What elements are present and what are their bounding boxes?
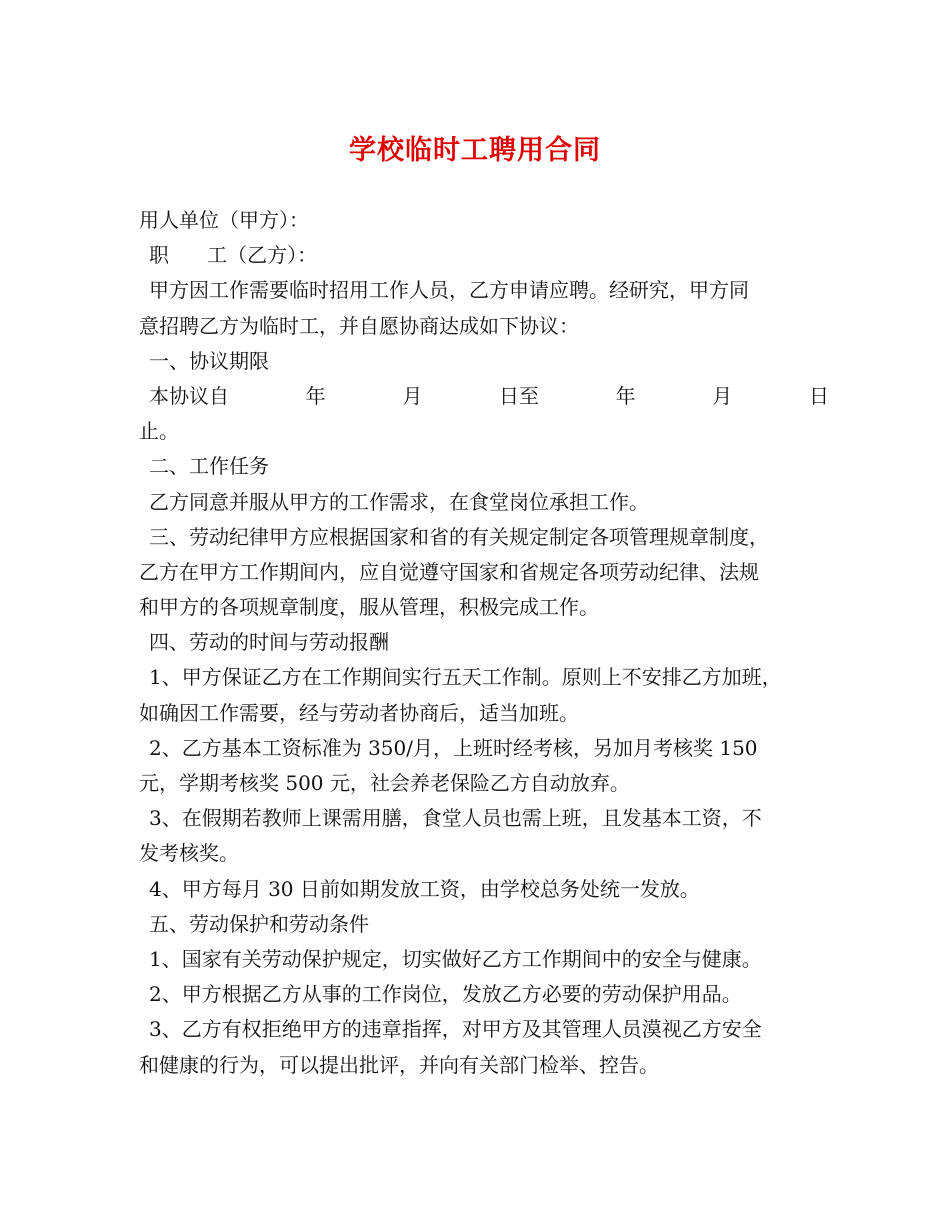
intro-line-1: 甲方因工作需要临时招用工作人员，乙方申请应聘。经研究，甲方同 — [149, 278, 749, 303]
section-2-heading: 二、工作任务 — [149, 454, 269, 479]
clause-4-3-line-2: 发考核奖。 — [139, 841, 239, 866]
section-3-line-2: 乙方在甲方工作期间内，应自觉遵守国家和省规定各项劳动纪律、法规 — [139, 559, 759, 584]
period-part-year-1: 年 — [305, 383, 326, 408]
clause-5-2: 2、甲方根据乙方从事的工作岗位，发放乙方必要的劳动保护用品。 — [149, 982, 742, 1007]
party-a-line: 用人单位（甲方）： — [139, 208, 309, 232]
period-part-month-1: 月 — [402, 383, 423, 408]
document-body — [139, 203, 829, 1083]
clause-4-4: 4、甲方每月 30 日前如期发放工资，由学校总务处统一发放。 — [149, 876, 700, 901]
clause-5-1: 1、国家有关劳动保护规定，切实做好乙方工作期间中的安全与健康。 — [149, 946, 762, 971]
section-2-text: 乙方同意并服从甲方的工作需求，在食堂岗位承担工作。 — [149, 489, 649, 514]
section-3-line-1: 三、劳动纪律甲方应根据国家和省的有关规定制定各项管理规章制度， — [149, 524, 769, 549]
period-part-month-2: 月 — [712, 383, 733, 408]
period-part-year-2: 年 — [615, 383, 636, 408]
section-5-heading: 五、劳动保护和劳动条件 — [149, 911, 369, 936]
clause-4-3-line-1: 3、在假期若教师上课需用膳，食堂人员也需上班，且发基本工资，不 — [149, 806, 762, 831]
clause-5-3-line-2: 和健康的行为，可以提出批评，并向有关部门检举、控告。 — [139, 1052, 659, 1077]
period-part-start: 本协议自 — [149, 383, 229, 408]
party-b-line: 职 工（乙方）： — [149, 243, 318, 268]
section-3-line-3: 和甲方的各项规章制度，服从管理，积极完成工作。 — [139, 595, 599, 620]
document-title: 学校临时工聘用合同 — [349, 135, 601, 166]
clause-5-3-line-1: 3、乙方有权拒绝甲方的违章指挥，对甲方及其管理人员漠视乙方安全 — [149, 1017, 762, 1042]
agreement-period-line — [139, 379, 829, 414]
clause-4-2-line-1: 2、乙方基本工资标准为 350/月，上班时经考核，另加月考核奖 150 — [149, 735, 758, 760]
period-part-day-to: 日至 — [498, 383, 539, 408]
section-4-heading: 四、劳动的时间与劳动报酬 — [149, 630, 389, 655]
intro-line-2: 意招聘乙方为临时工，并自愿协商达成如下协议： — [139, 313, 579, 338]
clause-4-1-line-2: 如确因工作需要，经与劳动者协商后，适当加班。 — [139, 700, 579, 725]
clause-4-2-line-2: 元，学期考核奖 500 元，社会养老保险乙方自动放弃。 — [139, 771, 630, 795]
period-end-line: 止。 — [139, 419, 179, 444]
clause-4-1-line-1: 1、甲方保证乙方在工作期间实行五天工作制。原则上不安排乙方加班， — [149, 665, 782, 690]
period-part-day-2: 日 — [808, 383, 829, 408]
section-1-heading: 一、协议期限 — [149, 348, 269, 373]
